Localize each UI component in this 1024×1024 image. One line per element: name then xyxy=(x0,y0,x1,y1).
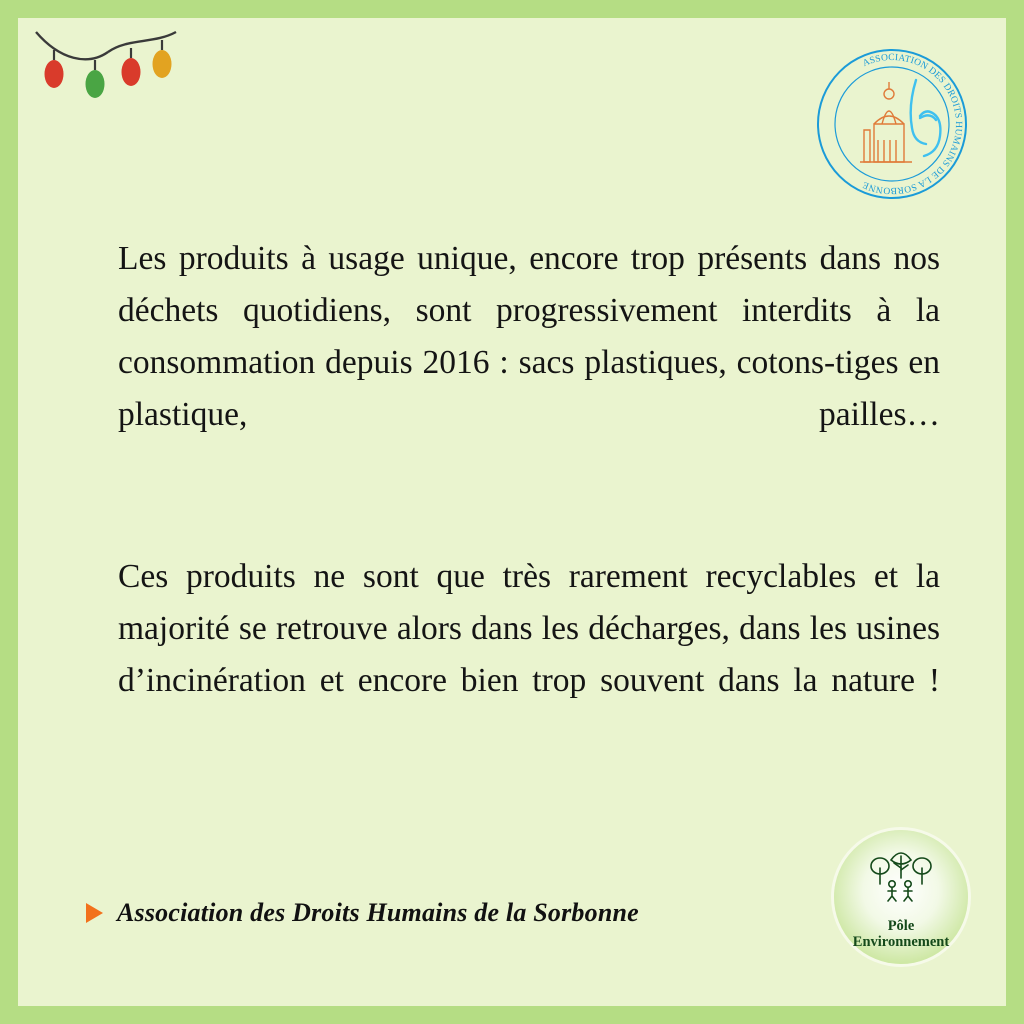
tree-environment-icon xyxy=(858,844,944,907)
badge-label-line1: Pôle xyxy=(887,918,915,934)
badge-label xyxy=(853,918,949,950)
badge-label-line2: Environnement xyxy=(852,934,950,950)
pole-environnement-badge xyxy=(834,830,968,964)
paragraph-single-use-products: Les produits à usage unique, encore trop présents dans nos déchets quotidiens, sont progressivement interdits à la consommation depuis 2016 : sacs plastiques, cotons-tiges en plastique, pailles… xyxy=(118,240,940,433)
triangle-bullet-icon xyxy=(86,903,103,923)
footer-credit xyxy=(86,898,639,928)
association-name: Association des Droits Humains de la Sorbonne xyxy=(117,898,639,927)
sorbonne-association-logo-icon xyxy=(812,44,972,204)
logo-ring-text: ASSOCIATION DES DROITS HUMAINS DE LA SORBONNE xyxy=(861,52,964,196)
paragraph-recycling: Ces produits ne sont que très rarement recyclables et la majorité se retrouve alors dans les décharges, dans les usines d’incinération et encore bien trop souvent dans la nature ! xyxy=(118,558,940,699)
string-lights-icon xyxy=(30,26,210,136)
poster-card xyxy=(18,18,1006,1006)
poster-body xyxy=(118,233,940,759)
